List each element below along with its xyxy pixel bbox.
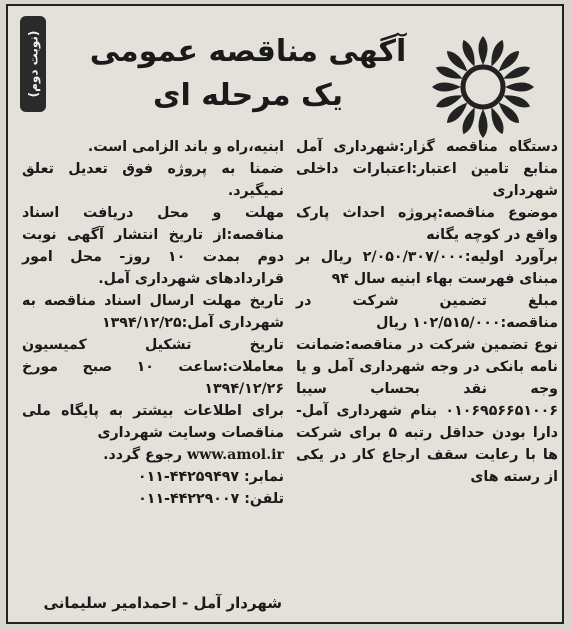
round-badge (20, 16, 46, 112)
website-suffix: رجوع گردد. (103, 447, 187, 463)
paragraph: دستگاه مناقصه گزار:شهرداری آمل منابع تامین اعتبار:اعتبارات داخلی شهرداری (296, 139, 558, 199)
emblem-petal (505, 83, 534, 92)
amol-municipality-emblem-icon (428, 32, 538, 142)
fax-number: نمابر: ۴۴۲۵۹۴۹۷-۰۱۱ (137, 469, 284, 485)
badge-text: (نوبت دوم) (26, 30, 41, 98)
paragraph: موضوع مناقصه:پروژه احداث پارک واقع در کوچه یگانه (296, 205, 558, 243)
paragraph: تاریخ مهلت ارسال اسناد مناقصه به شهرداری آمل:۱۳۹۴/۱۲/۲۵ (22, 293, 284, 331)
website-line (22, 444, 284, 466)
notice-title: آگهی مناقصه عمومی (89, 34, 407, 69)
paragraph: تاریخ تشکیل کمیسیون معاملات:ساعت ۱۰ صبح مورخ ۱۳۹۴/۱۲/۲۶ (22, 337, 284, 397)
right-column (296, 136, 558, 488)
phone-number: تلفن: ۴۴۲۲۹۰۰۷-۰۱۱ (138, 491, 284, 507)
paragraph: مهلت و محل دریافت اسناد مناقصه:از تاریخ انتشار آگهی نوبت دوم بمدت ۱۰ روز- محل امور قراردادهای شهرداری آمل. (22, 205, 285, 287)
notice-subtitle: یک مرحله ای (153, 78, 343, 113)
left-column (22, 136, 284, 510)
paragraph: ضمنا به پروژه فوق تعدیل تعلق نمیگیرد. (22, 161, 284, 199)
paragraph: برآورد اولیه:۲/۰۵۰/۳۰۷/۰۰۰ ریال بر مبنای فهرست بهاء ابنیه سال ۹۴ (296, 249, 558, 287)
website-link[interactable]: www.amol.ir (186, 447, 284, 463)
emblem-petal (432, 83, 461, 92)
signature-line: شهردار آمل - احمدامیر سلیمانی (43, 594, 282, 612)
paragraph: نوع تضمین شرکت در مناقصه:ضمانت نامه بانکی در وجه شهرداری آمل و یا وجه نقد بحساب سیبا ۰۱۰۶۹۵۶۶۵۱۰۰۶ بنام شهرداری آمل- دارا بودن حداقل رتبه ۵ برای شرکت ها با رعایت سقف ارجاع کار در یکی از رسته های (296, 337, 558, 485)
emblem-petal (479, 109, 488, 138)
paragraph: برای اطلاعات بیشتر به پایگاه ملی مناقصات وسایت شهرداری (22, 403, 284, 441)
tender-notice (6, 4, 564, 624)
emblem-petal (479, 36, 488, 65)
paragraph: ابنیه،راه و باند الزامی است. (87, 139, 284, 155)
paragraph: مبلغ تضمین شرکت در مناقصه:۱۰۲/۵۱۵/۰۰۰ ریال (296, 293, 558, 331)
